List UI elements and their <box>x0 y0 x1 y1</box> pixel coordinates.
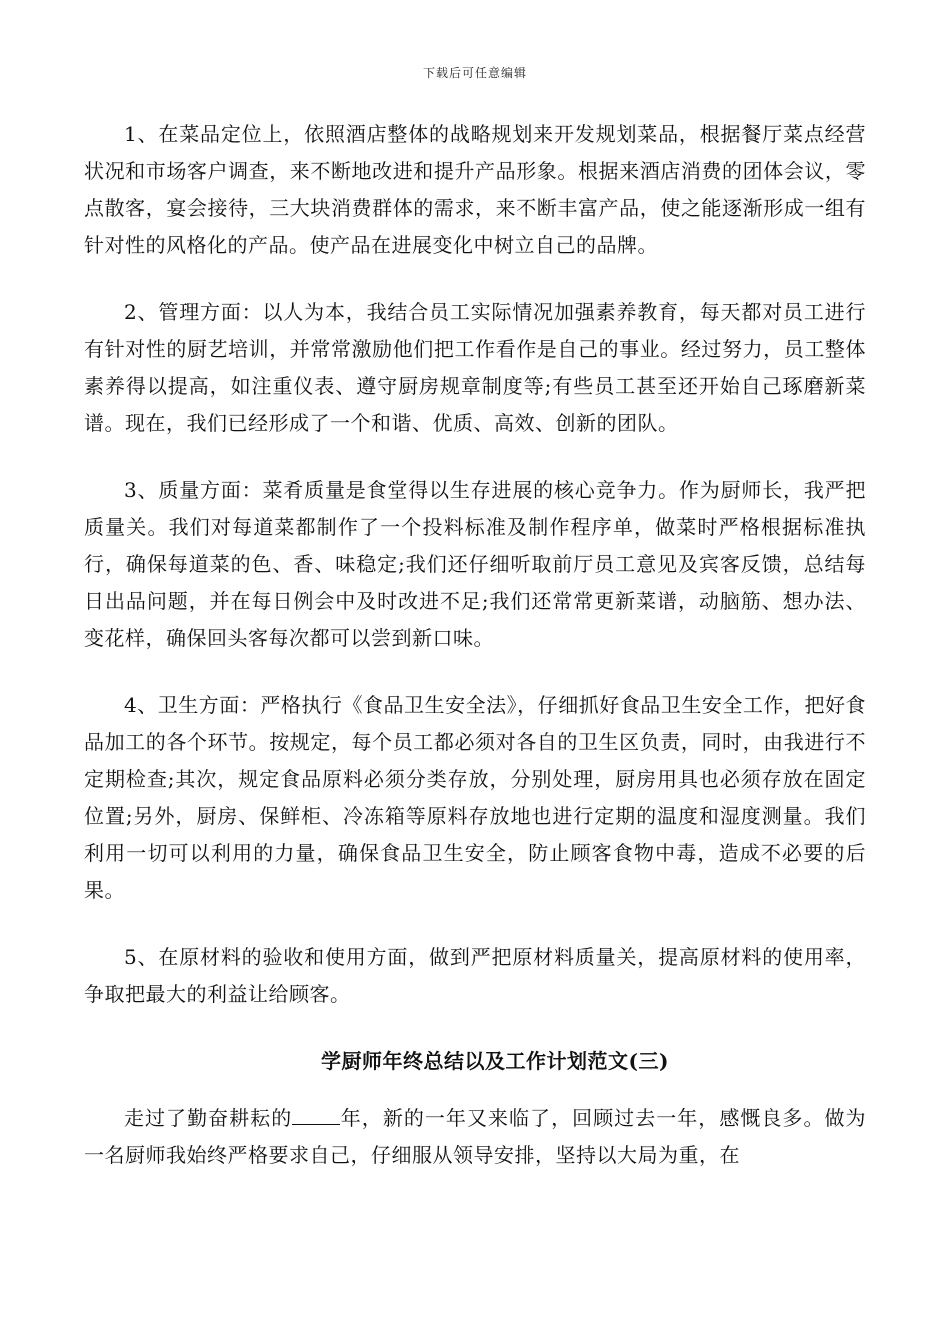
paragraph-gap <box>84 909 866 939</box>
paragraph-gap <box>84 1080 866 1100</box>
paragraph-gap <box>84 264 866 294</box>
paragraph-gap <box>84 1013 866 1043</box>
paragraph-gap <box>84 657 866 687</box>
year-blank-line <box>292 1124 340 1125</box>
paragraph-gap <box>84 442 866 472</box>
intro-text-before-blank: 走过了勤奋耕耘的 <box>124 1106 293 1130</box>
header-note: 下载后可任意编辑 <box>422 66 527 80</box>
paragraph-raw-materials: 5、在原材料的验收和使用方面，做到严把原材料质量关，提高原材料的使用率，争取把最大的利益让给顾客。 <box>84 945 866 1006</box>
paragraph-hygiene: 4、卫生方面：严格执行《食品卫生安全法》，仔细抓好食品卫生安全工作，把好食品加工的各个环节。按规定，每个员工都必须对各自的卫生区负责，同时，由我进行不定期检查;其次，规定食品原料必须分类存放，分别处理，厨房用具也必须存放在固定位置;另外，厨房、保鲜柜、冷冻箱等原料存放地也进行定期的温度和湿度测量。我们利用一切可以利用的力量，确保食品卫生安全，防止顾客食物中毒，造成不必要的后果。 <box>84 693 866 902</box>
section-title: 学厨师年终总结以及工作计划范文(三) <box>321 1049 669 1073</box>
section-intro-paragraph <box>84 1100 866 1174</box>
document-body <box>84 116 866 1174</box>
intro-text-after-blank: 年，新的一年又来临了，回顾过去一年，感慨良多。做为一名厨师我始终严格要求自己，仔细服从领导安排，坚持以大局为重，在 <box>84 1106 867 1167</box>
paragraph-management: 2、管理方面：以人为本，我结合员工实际情况加强素养教育，每天都对员工进行有针对性的厨艺培训，并常常激励他们把工作看作是自己的事业。经过努力，员工整体素养得以提高，如注重仪表、遵守厨房规章制度等;有些员工甚至还开始自己琢磨新菜谱。现在，我们已经形成了一个和谐、优质、高效、创新的团队。 <box>84 300 866 435</box>
paragraph-dish-positioning: 1、在菜品定位上，依照酒店整体的战略规划来开发规划菜品，根据餐厅菜点经营状况和市场客户调查，来不断地改进和提升产品形象。根据来酒店消费的团体会议，零点散客，宴会接待，三大块消费群体的需求，来不断丰富产品，使之能逐渐形成一组有针对性的风格化的产品。使产品在进展变化中树立自己的品牌。 <box>84 122 866 257</box>
paragraph-quality: 3、质量方面：菜肴质量是食堂得以生存进展的核心竞争力。作为厨师长，我严把质量关。我们对每道菜都制作了一个投料标准及制作程序单，做菜时严格根据标准执行，确保每道菜的色、香、味稳定;我们还仔细听取前厅员工意见及宾客反馈，总结每日出品问题，并在每日例会中及时改进不足;我们还常常更新菜谱，动脑筋、想办法、变花样，确保回头客每次都可以尝到新口味。 <box>84 478 866 650</box>
